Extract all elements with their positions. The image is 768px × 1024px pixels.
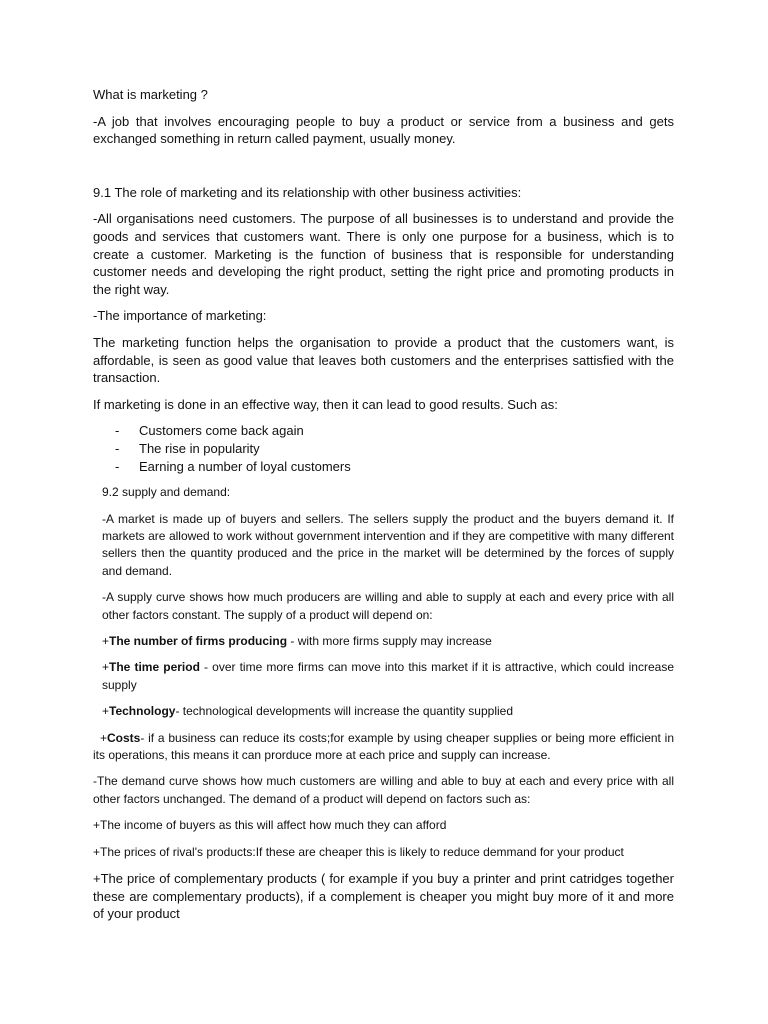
list-item-text: Earning a number of loyal customers	[139, 458, 351, 474]
list-item	[93, 458, 674, 476]
list-item	[93, 422, 674, 440]
dash-bullet: -	[115, 440, 120, 456]
factor-title: Costs	[107, 730, 141, 745]
plus-marker: +	[102, 660, 110, 675]
list-item-text: The rise in popularity	[139, 440, 260, 456]
supply-factor-costs	[93, 730, 674, 765]
plus-marker: +	[100, 730, 108, 745]
demand-factor-complementary: +The price of complementary products ( for example if you buy a printer and print catridges together these are complementary products), if a complement is cheaper you might buy more of it and more of your product	[93, 871, 674, 922]
section-9-2-paragraph-1: -A market is made up of buyers and sellers. The sellers supply the product and the buyers demand it. If markets are allowed to work without government intervention and if they are competitive with many different sellers then the quantity produced and the price in the market will be determined by the forces of supply and demand.	[102, 511, 674, 578]
factor-title: The time period	[109, 660, 200, 675]
section-9-2-heading: 9.2 supply and demand:	[102, 485, 231, 500]
question-answer: -A job that involves encouraging people to buy a product or service from a business and gets exchanged something in return called payment, usually money.	[93, 113, 674, 147]
section-9-1-paragraph-1: -All organisations need customers. The purpose of all businesses is to understand and provide the goods and services that customers want. There is only one purpose for a business, which is to create a customer. Marketing is the function of business that is responsible for understanding customer needs and developing the right product, setting the right price and promoting products in the right way.	[93, 211, 674, 297]
section-9-1-paragraph-3: If marketing is done in an effective way, then it can lead to good results. Such as:	[93, 396, 558, 412]
dash-bullet: -	[115, 458, 120, 474]
list-item	[93, 440, 674, 458]
question-heading: What is marketing ?	[93, 87, 208, 102]
section-9-1-paragraph-2: The marketing function helps the organisation to provide a product that the customers want, is affordable, is seen as good value that leaves both customers and the enterprises sattisfied with the transaction.	[93, 334, 674, 386]
plus-marker: +	[102, 704, 110, 719]
section-9-2-paragraph-2: -A supply curve shows how much producers are willing and able to supply at each and every price with all other factors constant. The supply of a product will depend on:	[102, 590, 674, 622]
factor-description: - with more firms supply may increase	[287, 633, 492, 648]
plus-marker: +	[102, 633, 110, 648]
list-item-text: Customers come back again	[139, 423, 304, 439]
demand-factor-income: +The income of buyers as this will affect how much they can afford	[93, 818, 447, 833]
factor-title: The number of firms producing	[109, 633, 288, 648]
factor-title: Technology	[109, 704, 176, 719]
importance-heading: -The importance of marketing:	[93, 308, 267, 324]
factor-description: - over time more firms can move into this market if it is attractive, which could increase supply	[102, 660, 674, 692]
section-9-1-heading: 9.1 The role of marketing and its relationship with other business activities:	[93, 184, 522, 200]
demand-paragraph: -The demand curve shows how much customers are willing and able to buy at each and every price with all other factors unchanged. The demand of a product will depend on factors such as:	[93, 774, 674, 806]
supply-factor-time	[93, 659, 674, 694]
supply-factor-firms	[93, 633, 674, 650]
supply-factor-technology	[93, 703, 674, 720]
demand-factor-rival-prices: +The prices of rival's products:If these are cheaper this is likely to reduce demmand for your product	[93, 844, 624, 859]
dash-bullet: -	[115, 423, 120, 439]
factor-description: - technological developments will increase the quantity supplied	[175, 704, 513, 719]
factor-description: - if a business can reduce its costs;for example by using cheaper supplies or being more efficient in its operations, this means it can prorduce more at each price and supply can increase.	[93, 730, 674, 762]
results-list	[93, 422, 674, 475]
